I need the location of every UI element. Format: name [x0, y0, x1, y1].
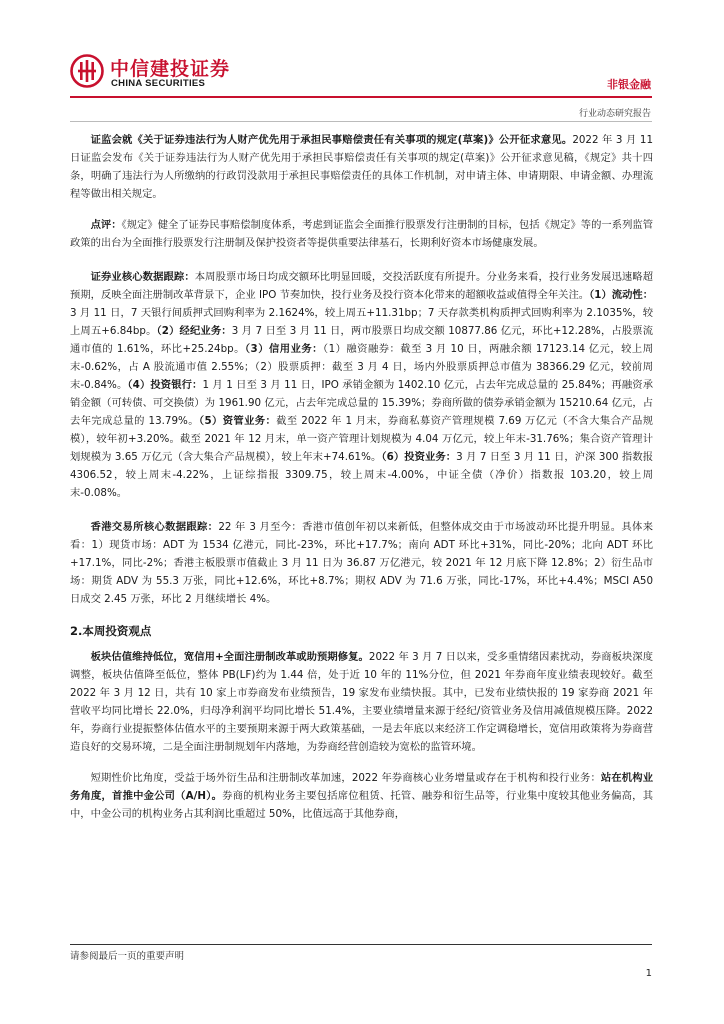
brokerage-text: 3 月 7 日至 3 月 11 日，两市股票日均成交额 10877.86 亿元，环比+12.28%，占股票流通市值的 1.61%，环比+25.24bp。: [70, 325, 653, 355]
paragraph-comment: [70, 216, 653, 252]
liquidity-text: 3 月 11 日，7 天银行间质押式回购利率为 2.1624%，较上周五+11.31bp；7 天存款类机构质押式回购利率为 2.1035%，较上周五+6.84bp。: [70, 307, 653, 337]
paragraph-bold-lead: 板块估值维持低位，宽信用+全面注册制改革或助预期修复。: [90, 651, 369, 663]
paragraph-short-term: [70, 769, 653, 823]
report-body: [70, 131, 653, 823]
header-divider-red: [70, 96, 652, 98]
report-type-label: 行业动态研究报告: [578, 109, 651, 119]
credit-label: （3）信用业务：: [244, 343, 323, 355]
paragraph-valuation: [70, 648, 653, 756]
brokerage-label: （2）经纪业务：: [156, 325, 232, 337]
disclaimer-note: 请参阅最后一页的重要声明: [70, 951, 185, 962]
sector-label: 非银金融: [607, 78, 651, 91]
logo-chinese-name: 中信建投证券: [110, 58, 231, 80]
footer-divider: [70, 944, 652, 945]
paragraph-text: 2022 年 3 月 11 日证监会发布《关于证券违法行为人财产优先用于承担民事赔偿责任有关事项的规定(草案)》公开征求意见稿，《规定》共十四条，明确了违法行为人所缴纳的行政罚没款用于承担民事赔偿责任的具体工作机制，对申请主体、申请期限、申请金额、办理流程等做出相关规定。: [70, 134, 653, 200]
am-label: （5）资管业务：: [198, 415, 277, 427]
paragraph-bold-lead: 香港交易所核心数据跟踪：: [90, 521, 219, 533]
paragraph-securities-data: [70, 268, 653, 502]
paragraph-bold-lead: 点评：: [90, 219, 122, 231]
logo-emblem-icon: [70, 54, 104, 88]
paragraph-bold-lead: 证券业核心数据跟踪：: [90, 271, 195, 283]
company-logo: [70, 52, 231, 92]
investment-text: 3 月 7 日至 3 月 11 日，沪深 300 指数报 4306.52，较上周末-4.22%，上证综指报 3309.75，较上周末-4.00%，中证全债（净价）指数报 103.20，较上周末-0.08%。: [70, 451, 653, 499]
paragraph-text: 短期性价比角度，受益于场外衍生品和注册制改革加速，2022 年券商核心业务增量或存在于机构和投行业务：: [90, 772, 601, 784]
section-heading: 2.本周投资观点: [70, 624, 152, 638]
paragraph-text-continued: 券商的机构业务主要包括席位租赁、托管、融券和衍生品等，行业集中度较其他业务偏高，其中，中金公司的机构业务占其利润比重超过 50%，比值远高于其他券商，: [70, 790, 653, 820]
paragraph-text: 《规定》健全了证券民事赔偿制度体系，考虑到证监会全面推行股票发行注册制的目标，包括《规定》等的一系列监管政策的出台为全面推行股票发行注册制及保护投资者等提供重要法律基石，长期利好资本市场健康发展。: [70, 219, 653, 249]
paragraph-bold-lead: 证监会就《关于证券违法行为人财产优先用于承担民事赔偿责任有关事项的规定(草案)》公开征求意见。: [90, 134, 573, 146]
ib-label: （4）投资银行：: [127, 379, 203, 391]
paragraph-text: 本周股票市场日均成交额环比明显回暖，交投活跃度有所提升。分业务来看，投行业务发展迅速略超预期，反映全面注册制改革背景下，企业 IPO 节奏加快，投行业务及投行资本化带来的超额收益或值得全年关注。: [70, 271, 653, 301]
liquidity-label: （1）流动性：: [589, 289, 654, 301]
header-divider-thin: [70, 121, 652, 122]
logo-english-name: CHINA SECURITIES: [111, 78, 206, 89]
page-number: 1: [645, 968, 652, 979]
paragraph-regulation: [70, 131, 653, 203]
investment-label: （6）投资业务：: [381, 451, 457, 463]
page-header: [0, 0, 724, 119]
paragraph-bold-recommendation: 站在机构业务角度，首推中金公司（A/H）。: [70, 772, 654, 802]
am-text: 截至 2022 年 1 月末，券商私募资产管理规模 7.69 万亿元（不含大集合产品规模），较年初+3.20%。截至 2021 年 12 月末，单一资产管理计划规模为 4.04 万亿元，较上年末-31.76%；集合资产管理计划规模为 3.65 万亿元（含大集合产品规模），较上年末+74.61%。: [70, 415, 653, 463]
paragraph-text: 22 年 3 月至今：香港市值创年初以来新低，但整体成交由于市场波动环比提升明显。具体来看：1）现货市场：ADT 为 1534 亿港元，同比-23%，环比+17.7%；南向 ADT 环比+31%，同比-20%；北向 ADT 环比+17.1%，同比-2%；香港主板股票市值截止 3 月 11 日为 36.87 万亿港元，较 2021 年 12 月底下降 12.8%；2）衍生品市场：期货 ADV 为 55.3 万张，同比+12.6%，环比+8.7%；期权 ADV 为 71.6 万张，同比-17%，环比+4.4%；MSCI A50 日成交 2.45 万张，环比 2 月继续增长 4%。: [70, 521, 653, 605]
ib-text: 1 月 1 日至 3 月 11 日，IPO 承销金额为 1402.10 亿元，占去年完成总量的 25.84%；再融资承销金额（可转债、可交换债）为 1961.90 亿元，占去年完成总量的 15.39%；券商所做的债券承销金额为 15210.64 亿元，占去年完成总量的 13.79%。: [70, 379, 653, 427]
paragraph-text: 2022 年 3 月 7 日以来，受多重情绪因素扰动，券商板块深度调整，板块估值降至低位，整体 PB(LF)约为 1.44 倍，处于近 10 年的 11%分位，但 2021 年券商年度业绩表现较好。截至 2022 年 3 月 12 日，共有 10 家上市券商发布业绩预告，19 家发布业绩快报。其中，已发布业绩快报的 19 家券商 2021 年营收平均同比增长 22.0%，归母净利润平均同比增长 51.4%，主要业绩增量来源于经纪/资管业务及信用减值规模压降。2022 年，券商行业提振整体估值水平的主要预期来源于两大政策基础，一是去年底以来经济工作定调稳增长，宽信用政策将为券商营造良好的交易环境，二是全面注册制规划年内落地，为券商经营创造较为宽松的监管环境。: [70, 651, 653, 753]
credit-text: （1）融资融券：截至 3 月 10 日，两融余额 17123.14 亿元，较上周末-0.62%，占 A 股流通市值 2.55%；（2）股票质押：截至 3 月 4 日，场内外股票质押总市值为 38366.29 亿元，较前周末-0.84%。: [70, 343, 653, 391]
paragraph-hkex-data: [70, 518, 653, 608]
